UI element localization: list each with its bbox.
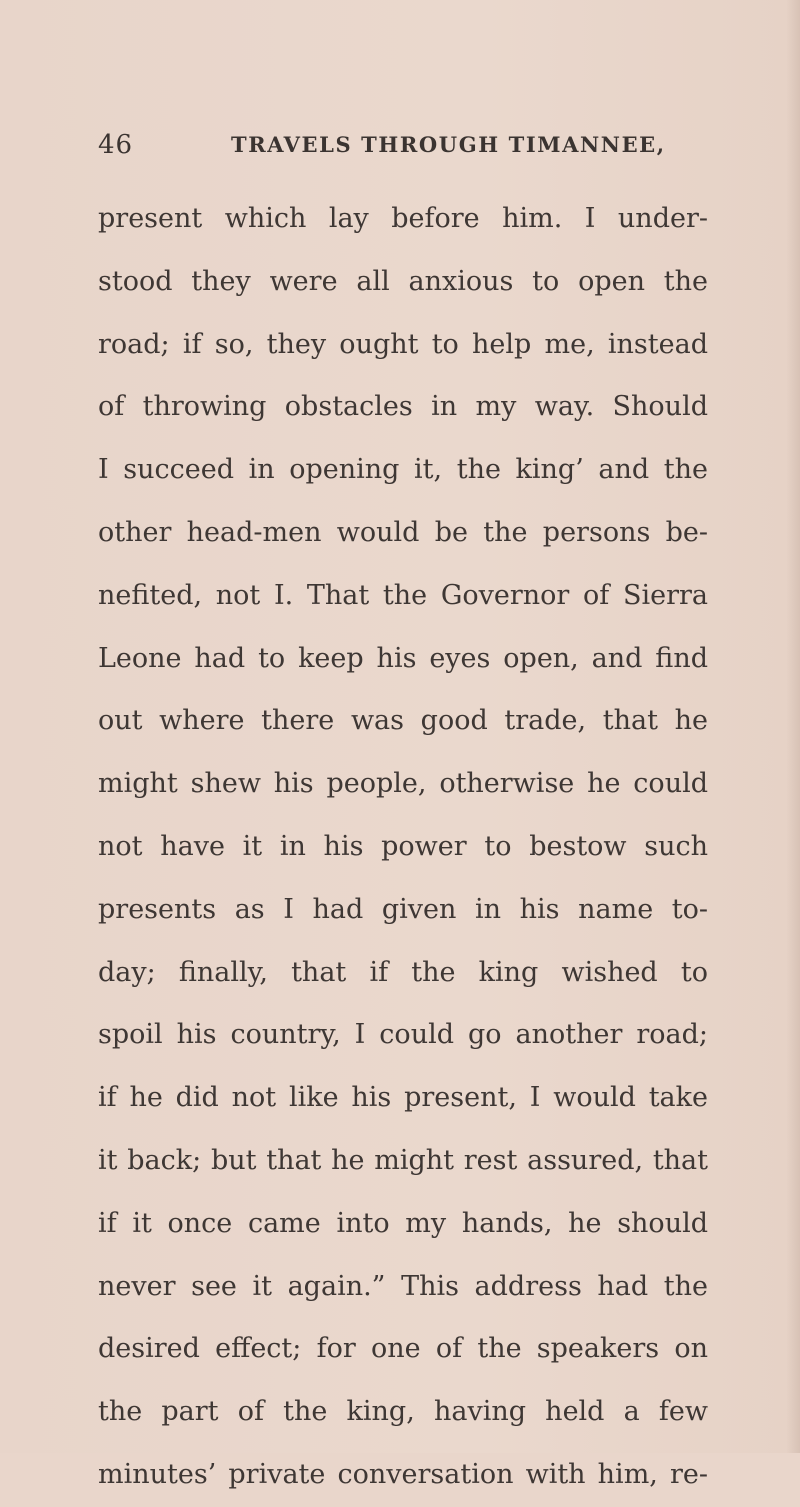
- text-line: day; finally, that if the king wished to: [98, 956, 708, 988]
- text-line: if he did not like his present, I would take: [98, 1082, 708, 1114]
- text-line: stood they were all anxious to open the: [98, 265, 708, 297]
- text-line: presents as I had given in his name to-: [98, 893, 708, 925]
- text-line: never see it again.” This address had the: [98, 1270, 708, 1302]
- text-line: road; if so, they ought to help me, instead: [98, 328, 708, 360]
- text-line: spoil his country, I could go another road;: [98, 1019, 708, 1051]
- running-title: TRAVELS THROUGH TIMANNEE,: [231, 132, 666, 157]
- text-line: out where there was good trade, that he: [98, 705, 708, 737]
- running-head: [98, 130, 708, 170]
- page-edge-shadow: [786, 0, 800, 1453]
- text-line: might shew his people, otherwise he could: [98, 768, 708, 800]
- text-line: I succeed in opening it, the king’ and the: [98, 454, 708, 486]
- text-line: of throwing obstacles in my way. Should: [98, 391, 708, 423]
- text-line: Leone had to keep his eyes open, and find: [98, 642, 708, 674]
- body-text: [98, 188, 708, 1507]
- text-line: other head-men would be the persons be-: [98, 516, 708, 548]
- page-number: 46: [98, 130, 134, 160]
- text-line: minutes’ private conversation with him, re-: [98, 1458, 708, 1490]
- text-line: the part of the king, having held a few: [98, 1396, 708, 1428]
- text-line: if it once came into my hands, he should: [98, 1207, 708, 1239]
- text-line: present which lay before him. I under-: [98, 203, 708, 234]
- text-line: it back; but that he might rest assured, that: [98, 1144, 708, 1176]
- text-line: not have it in his power to bestow such: [98, 830, 708, 862]
- text-line: nefited, not I. That the Governor of Sierra: [98, 579, 708, 611]
- text-line: desired effect; for one of the speakers on: [98, 1333, 708, 1365]
